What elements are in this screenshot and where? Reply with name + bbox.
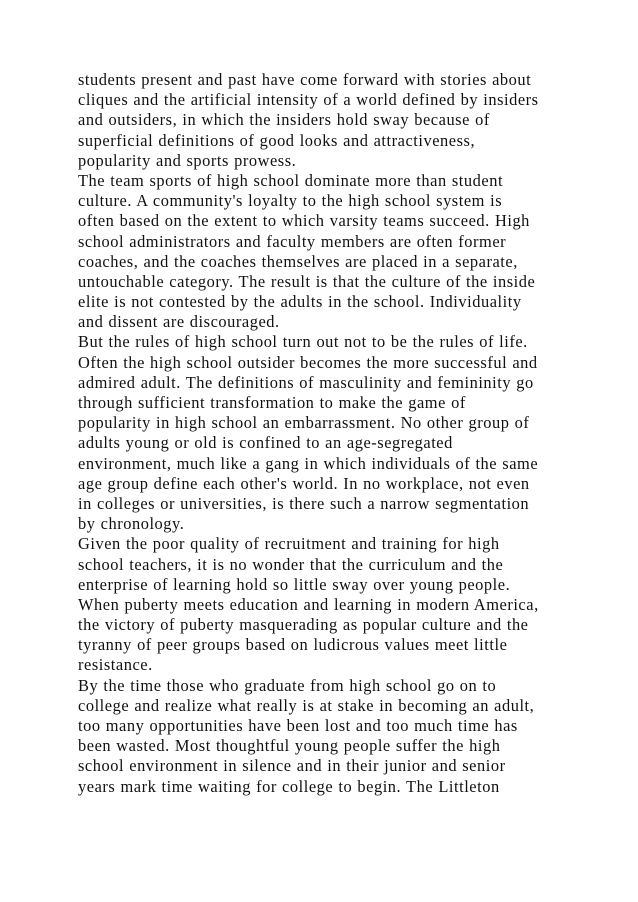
- text-line: and dissent are discouraged.: [78, 312, 280, 332]
- text-line: The team sports of high school dominate more than student: [78, 170, 504, 190]
- text-line: By the time those who graduate from high school go on to: [78, 675, 497, 695]
- text-line: the victory of puberty masquerading as popular culture and the: [78, 615, 529, 635]
- text-line: students present and past have come forward with stories about: [78, 70, 532, 89]
- text-line: too many opportunities have been lost and too much time has: [78, 716, 518, 735]
- text-line: by chronology.: [78, 514, 185, 534]
- text-line: environment, much like a gang in which individuals of the same: [78, 453, 539, 473]
- text-line: admired adult. The definitions of masculinity and femininity go: [78, 372, 534, 392]
- text-line: enterprise of learning hold so little sway over young people.: [78, 574, 511, 594]
- text-line: untouchable category. The result is that the culture of the inside: [78, 271, 536, 291]
- text-line: popularity in high school an embarrassment. No other group of: [78, 413, 530, 433]
- text-line: cliques and the artificial intensity of a world defined by insiders: [78, 90, 539, 110]
- text-line: school environment in silence and in their junior and senior: [78, 756, 506, 776]
- text-line: Given the poor quality of recruitment and training for high: [78, 534, 500, 554]
- body-text: [78, 70, 578, 797]
- text-line: been wasted. Most thoughtful young people suffer the high: [78, 736, 501, 756]
- text-line: and outsiders, in which the insiders hold sway because of: [78, 110, 490, 130]
- text-line: often based on the extent to which varsity teams succeed. High: [78, 211, 530, 231]
- text-line: college and realize what really is at stake in becoming an adult,: [78, 695, 535, 715]
- text-line: school administrators and faculty members are often former: [78, 231, 507, 251]
- text-line: age group define each other's world. In no workplace, not even: [78, 473, 530, 493]
- text-line: through sufficient transformation to make the game of: [78, 393, 466, 412]
- text-line: Often the high school outsider becomes the more successful and: [78, 352, 538, 372]
- text-line: But the rules of high school turn out not to be the rules of life.: [78, 332, 528, 352]
- text-line: tyranny of peer groups based on ludicrous values meet little: [78, 635, 508, 655]
- text-line: resistance.: [78, 655, 153, 675]
- text-line: in colleges or universities, is there such a narrow segmentation: [78, 493, 530, 513]
- text-line: elite is not contested by the adults in the school. Individuality: [78, 292, 522, 312]
- text-line: years mark time waiting for college to begin. The Littleton: [78, 776, 500, 796]
- text-line: popularity and sports prowess.: [78, 150, 297, 170]
- text-line: school teachers, it is no wonder that the curriculum and the: [78, 554, 504, 574]
- text-line: When puberty meets education and learning in modern America,: [78, 594, 539, 614]
- text-line: adults young or old is confined to an age-segregated: [78, 433, 453, 453]
- text-line: coaches, and the coaches themselves are placed in a separate,: [78, 251, 518, 271]
- text-line: culture. A community's loyalty to the high school system is: [78, 191, 503, 211]
- text-line: superficial definitions of good looks and attractiveness,: [78, 130, 476, 150]
